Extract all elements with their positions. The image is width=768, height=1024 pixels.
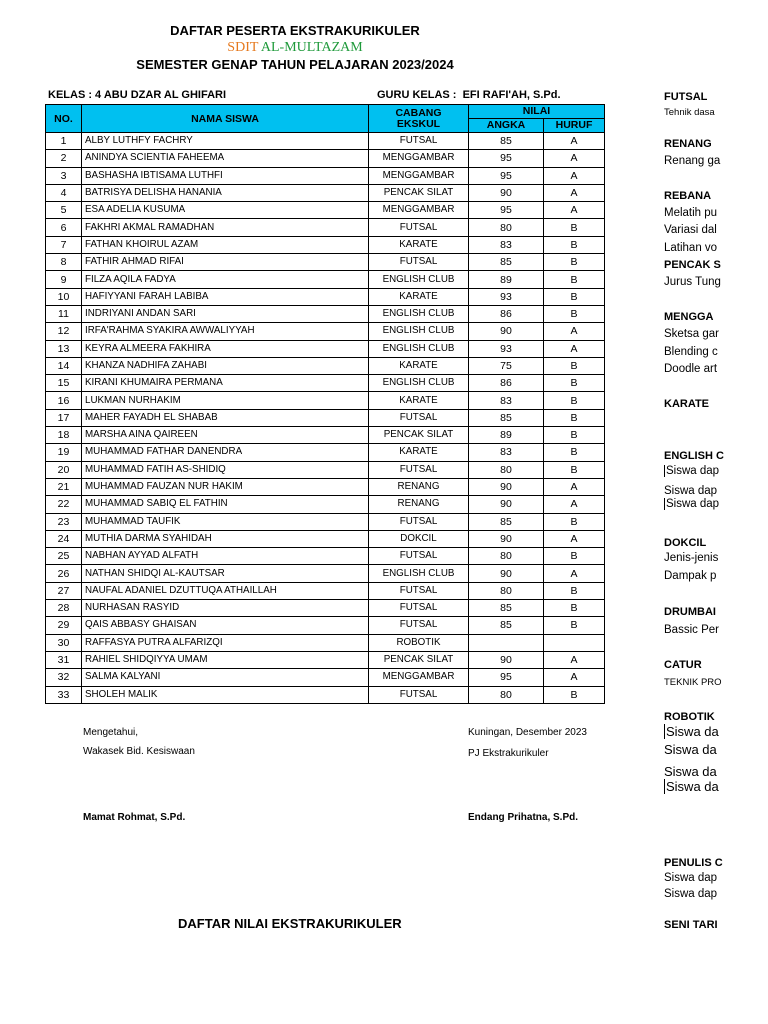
side-dokcil-desc2: Dampak p: [664, 570, 717, 582]
row-angka: 85: [469, 254, 544, 271]
row-no: 19: [46, 444, 82, 461]
row-ekskul: FUTSAL: [369, 219, 469, 236]
row-ekskul: KARATE: [369, 357, 469, 374]
row-name: NATHAN SHIDQI AL-KAUTSAR: [82, 565, 369, 582]
row-ekskul: MENGGAMBAR: [369, 202, 469, 219]
row-angka: 90: [469, 184, 544, 201]
row-no: 9: [46, 271, 82, 288]
row-huruf: B: [544, 461, 605, 478]
side-english-desc2: Siswa dap: [664, 485, 718, 497]
row-ekskul: KARATE: [369, 236, 469, 253]
side-robotik-desc4: Siswa da: [666, 779, 719, 794]
row-ekskul: FUTSAL: [369, 600, 469, 617]
row-no: 20: [46, 461, 82, 478]
row-ekskul: RENANG: [369, 496, 469, 513]
row-huruf: A: [544, 184, 605, 201]
col-cabang-line1: CABANG: [395, 106, 442, 119]
row-angka: 85: [469, 409, 544, 426]
row-huruf: B: [544, 600, 605, 617]
row-no: 21: [46, 478, 82, 495]
row-ekskul: ENGLISH CLUB: [369, 565, 469, 582]
row-name: QAIS ABBASY GHAISAN: [82, 617, 369, 634]
col-cabang-line2: EKSKUL: [396, 117, 441, 130]
row-angka: 80: [469, 548, 544, 565]
row-huruf: A: [544, 651, 605, 668]
row-no: 16: [46, 392, 82, 409]
row-huruf: B: [544, 444, 605, 461]
row-no: 3: [46, 167, 82, 184]
row-no: 13: [46, 340, 82, 357]
side-penulis-desc1: Siswa dap: [664, 872, 718, 884]
table-row: [46, 478, 605, 495]
row-huruf: B: [544, 271, 605, 288]
side-robotik-desc1: Siswa da: [666, 724, 719, 739]
row-huruf: A: [544, 323, 605, 340]
col-huruf: HURUF: [544, 119, 605, 133]
row-huruf: B: [544, 409, 605, 426]
row-huruf: [544, 634, 605, 651]
side-drumband-desc: Bassic Per: [664, 624, 719, 636]
row-no: 29: [46, 617, 82, 634]
row-angka: 83: [469, 392, 544, 409]
row-angka: 86: [469, 305, 544, 322]
row-no: 18: [46, 427, 82, 444]
side-robotik-desc3: Siswa da: [664, 764, 717, 779]
wakasek-name: Mamat Rohmat, S.Pd.: [83, 812, 186, 823]
row-angka: 85: [469, 513, 544, 530]
row-name: KHANZA NADHIFA ZAHABI: [82, 357, 369, 374]
row-ekskul: FUTSAL: [369, 582, 469, 599]
table-row: [46, 167, 605, 184]
table-row: [46, 548, 605, 565]
table-row: [46, 375, 605, 392]
side-menggambar: MENGGA: [664, 311, 714, 323]
table-row: [46, 202, 605, 219]
row-no: 1: [46, 133, 82, 150]
row-no: 28: [46, 600, 82, 617]
row-angka: 95: [469, 202, 544, 219]
row-ekskul: FUTSAL: [369, 513, 469, 530]
row-huruf: A: [544, 340, 605, 357]
row-angka: 80: [469, 219, 544, 236]
row-ekskul: ENGLISH CLUB: [369, 323, 469, 340]
row-name: BATRISYA DELISHA HANANIA: [82, 184, 369, 201]
row-ekskul: ENGLISH CLUB: [369, 271, 469, 288]
row-name: HAFIYYANI FARAH LABIBA: [82, 288, 369, 305]
row-angka: 93: [469, 288, 544, 305]
table-row: [46, 686, 605, 703]
row-ekskul: ENGLISH CLUB: [369, 340, 469, 357]
row-name: RAHIEL SHIDQIYYA UMAM: [82, 651, 369, 668]
row-name: SALMA KALYANI: [82, 669, 369, 686]
row-angka: 95: [469, 669, 544, 686]
row-angka: 85: [469, 617, 544, 634]
row-angka: [469, 634, 544, 651]
side-pencak-desc: Jurus Tung: [664, 276, 721, 288]
row-no: 26: [46, 565, 82, 582]
table-row: [46, 461, 605, 478]
row-name: MAHER FAYADH EL SHABAB: [82, 409, 369, 426]
row-no: 25: [46, 548, 82, 565]
table-row: [46, 150, 605, 167]
col-nama: NAMA SISWA: [82, 105, 369, 133]
row-name: MARSHA AINA QAIREEN: [82, 427, 369, 444]
col-no: NO.: [46, 105, 82, 133]
table-row: [46, 392, 605, 409]
row-no: 31: [46, 651, 82, 668]
row-name: MUHAMMAD FAUZAN NUR HAKIM: [82, 478, 369, 495]
row-angka: 75: [469, 357, 544, 374]
table-row: [46, 305, 605, 322]
side-robotik: ROBOTIK: [664, 711, 715, 723]
row-angka: 86: [469, 375, 544, 392]
row-angka: 90: [469, 496, 544, 513]
side-penulis: PENULIS C: [664, 857, 723, 869]
row-name: IRFA'RAHMA SYAKIRA AWWALIYYAH: [82, 323, 369, 340]
row-name: NURHASAN RASYID: [82, 600, 369, 617]
row-no: 17: [46, 409, 82, 426]
row-no: 22: [46, 496, 82, 513]
table-row: [46, 184, 605, 201]
row-huruf: A: [544, 202, 605, 219]
table-row: [46, 444, 605, 461]
row-no: 12: [46, 323, 82, 340]
row-name: MUHAMMAD TAUFIK: [82, 513, 369, 530]
col-angka: ANGKA: [469, 119, 544, 133]
table-body: [46, 133, 605, 704]
side-rebana: REBANA: [664, 190, 712, 202]
row-huruf: B: [544, 305, 605, 322]
table-row: [46, 496, 605, 513]
row-huruf: A: [544, 150, 605, 167]
row-name: MUTHIA DARMA SYAHIDAH: [82, 530, 369, 547]
row-angka: 85: [469, 600, 544, 617]
side-menggambar-desc1: Sketsa gar: [664, 328, 719, 340]
row-angka: 90: [469, 323, 544, 340]
table-row: [46, 340, 605, 357]
row-huruf: A: [544, 565, 605, 582]
row-name: MUHAMMAD FATIH AS-SHIDIQ: [82, 461, 369, 478]
row-no: 24: [46, 530, 82, 547]
side-dokcil: DOKCIL: [664, 537, 707, 549]
row-name: INDRIYANI ANDAN SARI: [82, 305, 369, 322]
row-ekskul: FUTSAL: [369, 254, 469, 271]
row-huruf: B: [544, 254, 605, 271]
row-ekskul: FUTSAL: [369, 409, 469, 426]
side-seni-tari: SENI TARI: [664, 919, 718, 931]
row-ekskul: KARATE: [369, 392, 469, 409]
row-name: FATHIR AHMAD RIFAI: [82, 254, 369, 271]
row-no: 23: [46, 513, 82, 530]
row-huruf: B: [544, 236, 605, 253]
row-huruf: B: [544, 686, 605, 703]
row-name: LUKMAN NURHAKIM: [82, 392, 369, 409]
row-ekskul: MENGGAMBAR: [369, 150, 469, 167]
table-row: [46, 409, 605, 426]
side-menggambar-desc2: Blending c: [664, 346, 718, 358]
row-no: 11: [46, 305, 82, 322]
table-row: [46, 357, 605, 374]
row-no: 2: [46, 150, 82, 167]
row-huruf: A: [544, 530, 605, 547]
row-angka: 80: [469, 461, 544, 478]
table-row: [46, 600, 605, 617]
row-name: KIRANI KHUMAIRA PERMANA: [82, 375, 369, 392]
row-huruf: B: [544, 219, 605, 236]
row-no: 4: [46, 184, 82, 201]
row-ekskul: PENCAK SILAT: [369, 184, 469, 201]
side-panel: [664, 0, 768, 1024]
table-row: [46, 565, 605, 582]
row-no: 32: [46, 669, 82, 686]
side-english-desc3: Siswa dap: [666, 498, 720, 510]
row-ekskul: KARATE: [369, 444, 469, 461]
row-ekskul: ROBOTIK: [369, 634, 469, 651]
table-row: [46, 254, 605, 271]
row-huruf: B: [544, 357, 605, 374]
row-name: ALBY LUTHFY FACHRY: [82, 133, 369, 150]
row-name: SHOLEH MALIK: [82, 686, 369, 703]
row-no: 10: [46, 288, 82, 305]
row-angka: 90: [469, 565, 544, 582]
row-name: NAUFAL ADANIEL DZUTTUQA ATHAILLAH: [82, 582, 369, 599]
row-name: BASHASHA IBTISAMA LUTHFI: [82, 167, 369, 184]
row-angka: 80: [469, 582, 544, 599]
table-row: [46, 513, 605, 530]
row-ekskul: RENANG: [369, 478, 469, 495]
row-name: ESA ADELIA KUSUMA: [82, 202, 369, 219]
row-name: ANINDYA SCIENTIA FAHEEMA: [82, 150, 369, 167]
row-name: FATHAN KHOIRUL AZAM: [82, 236, 369, 253]
footer-title: DAFTAR NILAI EKSTRAKURIKULER: [178, 916, 402, 931]
document-title: DAFTAR PESERTA EKSTRAKURIKULER: [170, 23, 420, 38]
row-no: 6: [46, 219, 82, 236]
row-angka: 90: [469, 651, 544, 668]
table-row: [46, 323, 605, 340]
row-angka: 93: [469, 340, 544, 357]
mengetahui-label: Mengetahui,: [83, 727, 139, 738]
row-huruf: B: [544, 375, 605, 392]
table-row: [46, 617, 605, 634]
row-angka: 90: [469, 478, 544, 495]
table-row: [46, 530, 605, 547]
row-angka: 89: [469, 271, 544, 288]
side-karate: KARATE: [664, 398, 710, 410]
table-row: [46, 427, 605, 444]
row-no: 7: [46, 236, 82, 253]
teacher-label: [377, 89, 561, 101]
row-ekskul: FUTSAL: [369, 548, 469, 565]
row-angka: 89: [469, 427, 544, 444]
row-huruf: B: [544, 548, 605, 565]
row-no: 8: [46, 254, 82, 271]
table-row: [46, 582, 605, 599]
row-ekskul: DOKCIL: [369, 530, 469, 547]
semester-title: SEMESTER GENAP TAHUN PELAJARAN 2023/2024: [136, 57, 454, 72]
row-ekskul: PENCAK SILAT: [369, 651, 469, 668]
school-name: [0, 40, 590, 56]
place-date: Kuningan, Desember 2023: [468, 727, 587, 738]
row-ekskul: FUTSAL: [369, 133, 469, 150]
row-huruf: B: [544, 617, 605, 634]
table-row: [46, 271, 605, 288]
teacher-caption: GURU KELAS :: [377, 89, 457, 101]
row-no: 27: [46, 582, 82, 599]
side-rebana-desc1: Melatih pu: [664, 207, 718, 219]
school-prefix: SDIT: [227, 40, 259, 55]
row-huruf: A: [544, 669, 605, 686]
row-huruf: B: [544, 513, 605, 530]
table-row: [46, 669, 605, 686]
table-row: [46, 288, 605, 305]
row-angka: 83: [469, 236, 544, 253]
row-ekskul: ENGLISH CLUB: [369, 375, 469, 392]
row-huruf: B: [544, 392, 605, 409]
row-huruf: A: [544, 496, 605, 513]
row-no: 5: [46, 202, 82, 219]
class-label: KELAS : 4 ABU DZAR AL GHIFARI: [48, 89, 227, 101]
side-menggambar-desc3: Doodle art: [664, 363, 718, 375]
row-ekskul: PENCAK SILAT: [369, 427, 469, 444]
row-name: KEYRA ALMEERA FAKHIRA: [82, 340, 369, 357]
row-huruf: A: [544, 478, 605, 495]
side-futsal: FUTSAL: [664, 91, 708, 103]
row-angka: 80: [469, 686, 544, 703]
side-rebana-desc2: Variasi dal: [664, 224, 717, 236]
row-huruf: B: [544, 427, 605, 444]
pj-label: PJ Ekstrakurikuler: [468, 748, 549, 759]
school-name-text: AL-MULTAZAM: [260, 40, 363, 55]
row-ekskul: MENGGAMBAR: [369, 669, 469, 686]
row-ekskul: ENGLISH CLUB: [369, 305, 469, 322]
col-cabang: [369, 105, 469, 133]
side-penulis-desc2: Siswa dap: [664, 888, 718, 900]
wakasek-label: Wakasek Bid. Kesiswaan: [83, 746, 195, 757]
row-ekskul: FUTSAL: [369, 686, 469, 703]
row-no: 15: [46, 375, 82, 392]
side-rebana-desc3: Latihan vo: [664, 242, 718, 254]
row-huruf: B: [544, 288, 605, 305]
row-name: RAFFASYA PUTRA ALFARIZQI: [82, 634, 369, 651]
row-no: 14: [46, 357, 82, 374]
row-name: MUHAMMAD FATHAR DANENDRA: [82, 444, 369, 461]
row-angka: 95: [469, 150, 544, 167]
side-english: ENGLISH C: [664, 450, 724, 462]
table-row: [46, 236, 605, 253]
side-robotik-desc2: Siswa da: [664, 742, 717, 757]
side-catur: CATUR: [664, 659, 702, 671]
table-row: [46, 133, 605, 150]
row-angka: 95: [469, 167, 544, 184]
table-row: [46, 651, 605, 668]
side-pencak: PENCAK S: [664, 259, 721, 271]
row-huruf: A: [544, 133, 605, 150]
row-name: NABHAN AYYAD ALFATH: [82, 548, 369, 565]
pj-name: Endang Prihatna, S.Pd.: [468, 812, 579, 823]
side-renang: RENANG: [664, 138, 712, 150]
col-nilai: NILAI: [469, 105, 605, 119]
row-huruf: B: [544, 582, 605, 599]
row-name: MUHAMMAD SABIQ EL FATHIN: [82, 496, 369, 513]
side-drumband: DRUMBAI: [664, 606, 716, 618]
side-english-desc1: Siswa dap: [666, 465, 720, 477]
row-ekskul: FUTSAL: [369, 461, 469, 478]
row-name: FAKHRI AKMAL RAMADHAN: [82, 219, 369, 236]
table-row: [46, 219, 605, 236]
row-ekskul: KARATE: [369, 288, 469, 305]
side-dokcil-desc1: Jenis-jenis: [664, 552, 719, 564]
row-angka: 90: [469, 530, 544, 547]
side-catur-desc: TEKNIK PRO: [664, 677, 722, 688]
row-ekskul: FUTSAL: [369, 617, 469, 634]
table-row: [46, 634, 605, 651]
row-ekskul: MENGGAMBAR: [369, 167, 469, 184]
row-huruf: A: [544, 167, 605, 184]
row-angka: 83: [469, 444, 544, 461]
student-table: [45, 104, 605, 704]
row-name: FILZA AQILA FADYA: [82, 271, 369, 288]
row-angka: 85: [469, 133, 544, 150]
row-no: 33: [46, 686, 82, 703]
teacher-name: EFI RAFI'AH, S.Pd.: [462, 89, 561, 101]
side-futsal-desc: Tehnik dasa: [664, 107, 715, 118]
row-no: 30: [46, 634, 82, 651]
side-renang-desc: Renang ga: [664, 155, 721, 167]
